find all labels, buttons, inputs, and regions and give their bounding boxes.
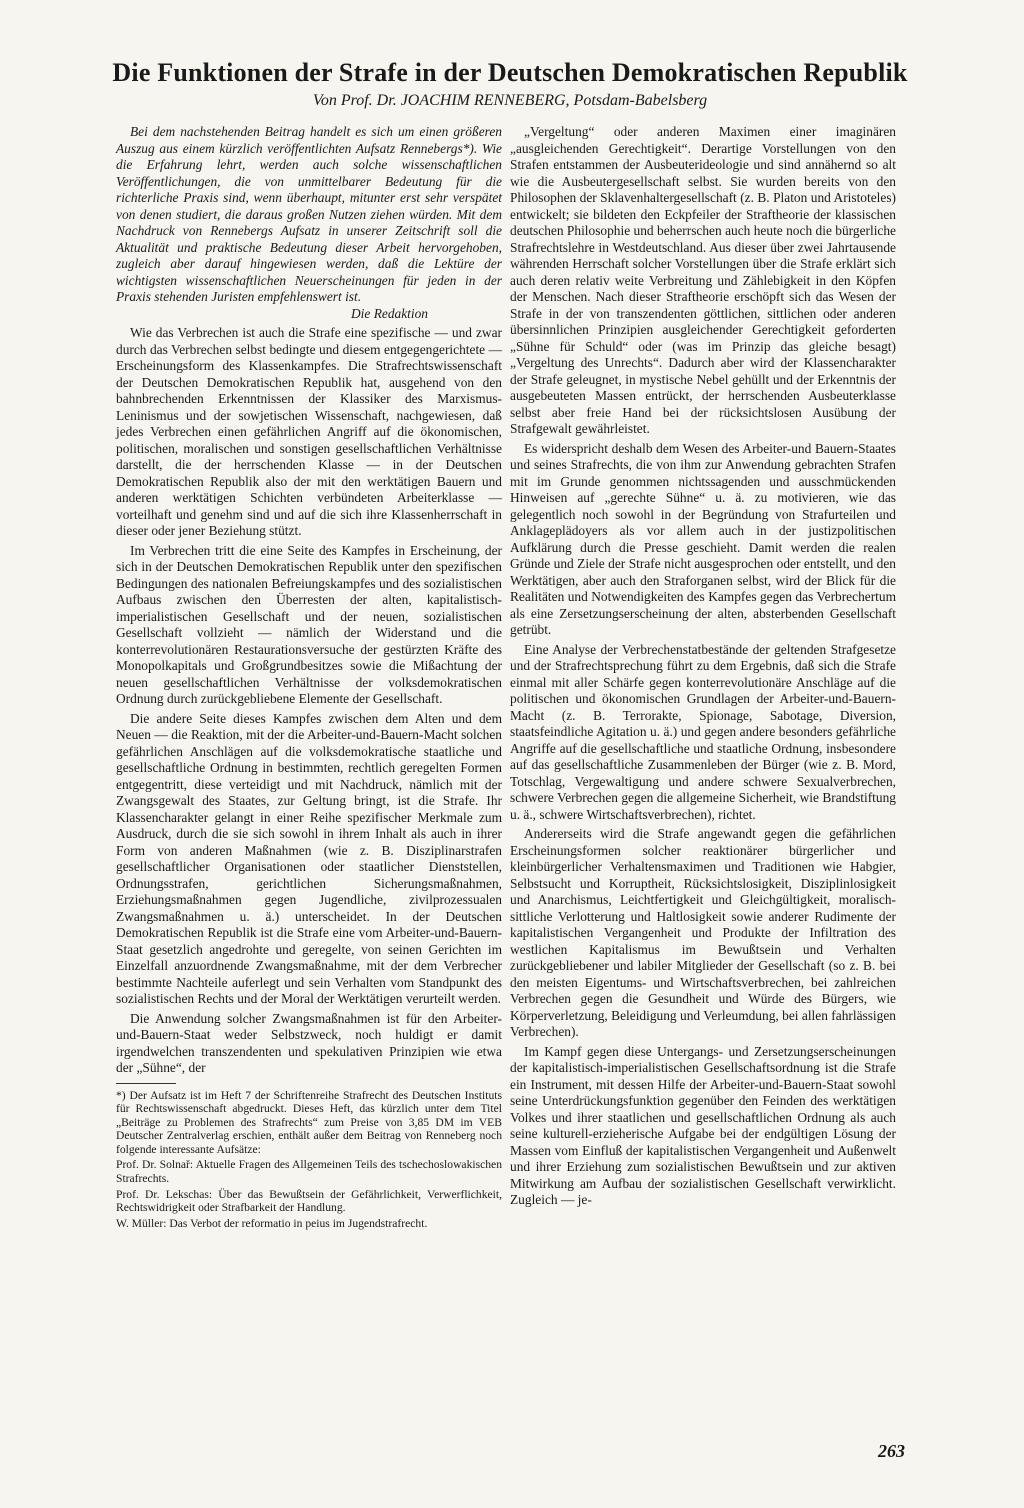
footnote-divider (116, 1083, 176, 1084)
footnote: Prof. Dr. Solnař: Aktuelle Fragen des Allgemeinen Teils des tschechoslowakischen Strafrechts. (116, 1158, 502, 1186)
body-paragraph: Andererseits wird die Strafe angewandt gegen die gefährlichen Erscheinungsformen solcher reaktionärer bürgerlicher und kleinbürgerlicher Verhaltensmaximen und Traditionen wie Habgier, Selbstsucht und Korruptheit, Rücksichtslosigkeit, Disziplinlosigkeit und Anarchismus, Leichtfertigkeit und Gleichgültigkeit, moralisch-sittliche Verlotterung und Haltlosigkeit sowie anderer Rudimente der kapitalistischen Vergangenheit und Produkte der Infiltration des westlichen Kapitalismus im Bewußtsein und Verhalten zurückgebliebener und labiler Mitglieder der Gesellschaft (so z. B. bei den meisten Eigentums- und Wirtschaftsverbrechen, bei zahlreichen Verbrechen gegen die Gesundheit und Würde des Bürgers, wie Körperverletzung, Beleidigung und Verleumdung, bei allen fahrlässigen Verbrechen). (510, 826, 896, 1039)
editor-signature: Die Redaktion (351, 305, 428, 321)
author-byline: Von Prof. Dr. JOACHIM RENNEBERG, Potsdam-Babelsberg (312, 92, 708, 109)
page-number: 263 (878, 1441, 905, 1461)
body-paragraph: „Vergeltung“ oder anderen Maximen einer imaginären „ausgleichenden Gerechtigkeit“. Derartige Vorstellungen von den Strafen entstammen der Ausbeuterideologie und sind annähernd so alt wie die Ausbeutergesellschaft selbst. Sie wurden bereits von den Philosophen der Sklavenhaltergesellschaft (z. B. Platon und Aristoteles) entwickelt; sie bildeten den Eckpfeiler der Straftheorie der klassischen deutschen Philosophie und beherrschen auch heute noch die bürgerliche Strafrechtslehre in Westdeutschland. Aus dieser über zwei Jahrtausende währenden Herrschaft solcher Vorstellungen über die Strafe erklärt sich auch deren relativ weite Verbreitung und Zählebigkeit in den Köpfen der Menschen. Nach dieser Straftheorie erschöpft sich das Wesen der Strafe in der von transzendenten göttlichen, sittlichen oder anderen übersinnlichen Prinzipien ausgleichender Gerechtigkeit geforderten „Sühne für Schuld“ oder (was im Prinzip das gleiche besagt) „Vergeltung des Unrechts“. Dadurch aber wird der Klassencharakter der Strafe geleugnet, in mystische Nebel gehüllt und der Erkenntnis der ausgebeuteten Massen entrückt, der herrschenden Ausbeuterklasse selbst aber freie Hand bei der rücksichtslosen Ausübung der Strafgewalt gewährleistet. (510, 124, 896, 436)
body-paragraph: Die andere Seite dieses Kampfes zwischen dem Alten und dem Neuen — die Reaktion, mit der die Arbeiter-und-Bauern-Macht solchen gefährlichen Anschlägen auf die volksdemokratische staatliche und gesellschaftliche Ordnung in bestimmten, rechtlich geregelten Formen entgegentritt, diese verteidigt und mit Nachdruck, nämlich mit der Zwangsgewalt des Staates, zur Geltung bringt, ist die Strafe. Ihr Klassencharakter gelangt in einer Reihe spezifischer Merkmale zum Ausdruck, durch die sie sich sowohl in ihrem Inhalt als auch in ihrer Form von anderen Maßnahmen (wie z. B. Disziplinarstrafen gesellschaftlicher Organisationen oder staatlicher Dienststellen, Ordnungsstrafen, gerichtlichen Sicherungsmaßnahmen, Erziehungsmaßnahmen gegen Jugendliche, zivilprozessualen Zwangsmaßnahmen u. ä.) unterscheidet. In der Deutschen Demokratischen Republik ist die Strafe eine vom Arbeiter-und-Bauern-Staat gesetzlich angedrohte und geregelte, von seinen Gerichten im Einzelfall anzuordnende Zwangsmaßnahme, mit der dem Verbrecher bestimmte Nachteile auferlegt und sein Verhalten vom Standpunkt des sozialistischen Rechts und der Moral der Werktätigen verurteilt werden. (116, 710, 502, 1006)
right-column (510, 124, 896, 1209)
footnote: *) Der Aufsatz ist im Heft 7 der Schriftenreihe Strafrecht des Deutschen Instituts für Rechtswissenschaft abgedruckt. Dieses Heft, das kürzlich unter dem Titel „Beiträge zu Problemen des Strafrechts“ zum Preise von 3,85 DM im VEB Deutscher Zentralverlag erschien, enthält außer dem Beitrag von Renneberg noch folgende interessante Aufsätze: (116, 1088, 502, 1156)
body-paragraph: Wie das Verbrechen ist auch die Strafe eine spezifische — und zwar durch das Verbrechen selbst bedingte und diesem entgegengerichtete — Erscheinungsform des Klassenkampfes. Die Strafrechtswissenschaft der Deutschen Demokratischen Republik hat, ausgehend von den bahnbrechenden Erkenntnissen der Klassiker des Marxismus-Leninismus und der sowjetischen Wissenschaft, nachgewiesen, daß jedes Verbrechen einen gefährlichen Angriff auf die ökonomischen, politischen, moralischen und sonstigen gesellschaftlichen Verhältnisse darstellt, die der herrschenden Klasse — in der Deutschen Demokratischen Republik also der mit den werktätigen Bauern und anderen werktätigen Schichten verbündeten Arbeiterklasse — vorteilhaft und genehm sind und auf die sich ihre Klassenherrschaft in dieser oder jener Beziehung stützt. (116, 325, 502, 538)
body-paragraph: Es widerspricht deshalb dem Wesen des Arbeiter-und Bauern-Staates und seines Strafrechts, die von ihm zur Anwendung gebrachten Strafen mit im Grunde genommen nichtssagenden und ausschmückenden Hinweisen auf „gerechte Sühne“ u. ä. zu motivieren, wie das gelegentlich noch sowohl in der Begründung von Strafurteilen und Anklageplädoyers als vor allem auch in der justizpolitischen Aufklärung durch die Presse geschieht. Damit werden die realen Gründe und Ziele der Strafe nicht ausgesprochen oder entstellt, und den Werktätigen, aber auch den Straforganen selbst, wird der Blick für die Realitäten und Notwendigkeiten des Kampfes gegen das Verbrechertum als eine Zersetzungserscheinung der alten, absterbenden Gesellschaft getrübt. (510, 440, 896, 637)
body-paragraph: Eine Analyse der Verbrechenstatbestände der geltenden Strafgesetze und der Strafrechtsprechung führt zu dem Ergebnis, daß sich die Strafe einmal mit aller Schärfe gegen konterrevolutionäre Anschläge auf die politischen und ökonomischen Grundlagen der Arbeiter-und-Bauern-Macht (z. B. Terrorakte, Spionage, Sabotage, Diversion, staatsfeindliche Agitation u. ä.) und gegen andere besonders gefährliche Angriffe auf die gesellschaftliche und staatliche Ordnung, insbesondere auf das gesellschaftliche Zusammenleben der Bürger (wie z. B. Mord, Totschlag, Vergewaltigung und andere schwere Sexualverbrechen, schwere Verbrechen gegen die allgemeine Sicherheit, wie Brandstiftung u. ä., schwere Wirtschaftsverbrechen), richtet. (510, 641, 896, 822)
body-paragraph: Im Verbrechen tritt die eine Seite des Kampfes in Erscheinung, der sich in der Deutschen Demokratischen Republik unter den spezifischen Bedingungen des nationalen Befreiungskampfes und des sozialistischen Aufbaus zwischen den Überresten der alten, kapitalistisch-imperialistischen Gesellschaft und der neuen, sozialistischen Gesellschaft vollzieht — nämlich der Widerstand und die konterrevolutionären Restaurationsversuche der gestürzten Kräfte des Monopolkapitals und Großgrundbesitzes sowie die Mißachtung der neuen gesellschaftlichen Verhältnisse der volksdemokratischen Ordnung durch zurückgebliebene Elemente der Gesellschaft. (116, 542, 502, 706)
editorial-intro: Bei dem nachstehenden Beitrag handelt es sich um einen größeren Auszug aus einem kürzlich veröffentlichten Aufsatz Rennebergs*). Wie die Erfahrung lehrt, werden auch solche wissenschaftlichen Veröffentlichungen, die von unmittelbarer Bedeutung für die richterliche Praxis sind, wenn überhaupt, mitunter erst sehr verspätet von denen studiert, die daraus großen Nutzen ziehen würden. Mit dem Nachdruck von Rennebergs Aufsatz in unserer Zeitschrift soll die Aktualität und praktische Bedeutung dieser Arbeit hervorgehoben, zugleich aber darauf hingewiesen werden, daß die Lektüre der wichtigsten wissenschaftlichen Neuerscheinungen für jeden in der Praxis stehenden Juristen empfehlenswert ist. (116, 124, 502, 304)
footnote: Prof. Dr. Lekschas: Über das Bewußtsein der Gefährlichkeit, Verwerflichkeit, Rechtswidrigkeit oder Strafbarkeit der Handlung. (116, 1187, 502, 1215)
body-paragraph: Im Kampf gegen diese Untergangs- und Zersetzungserscheinungen der kapitalistisch-imperialistischen Gesellschaftsordnung ist die Strafe ein Instrument, mit dessen Hilfe der Arbeiter-und-Bauern-Staat sowohl seine Unterdrückungsfunktion gegenüber den Feinden des werktätigen Volkes und ihrer staatlichen und gesellschaftlichen Ordnung als auch seine kulturell-erzieherische Aufgabe bei der endgültigen Lösung der Massen vom Einfluß der kapitalistischen Vergangenheit und Außenwelt und ihrer Erziehung zum sozialistischen Bewußtsein und zur aktiven Mitwirkung am Aufbau der sozialistischen Gesellschaft verwirklicht. Zugleich — je- (510, 1043, 896, 1207)
footnote: W. Müller: Das Verbot der reformatio in peius im Jugendstrafrecht. (116, 1216, 428, 1230)
body-paragraph: Die Anwendung solcher Zwangsmaßnahmen ist für den Arbeiter-und-Bauern-Staat weder Selbstzweck, noch huldigt er damit irgendwelchen transzendenten und spekulativen Prinzipien wie etwa der „Sühne“, der (116, 1010, 502, 1075)
article-title: Die Funktionen der Strafe in der Deutschen Demokratischen Republik (112, 58, 908, 87)
left-column (116, 124, 502, 1230)
